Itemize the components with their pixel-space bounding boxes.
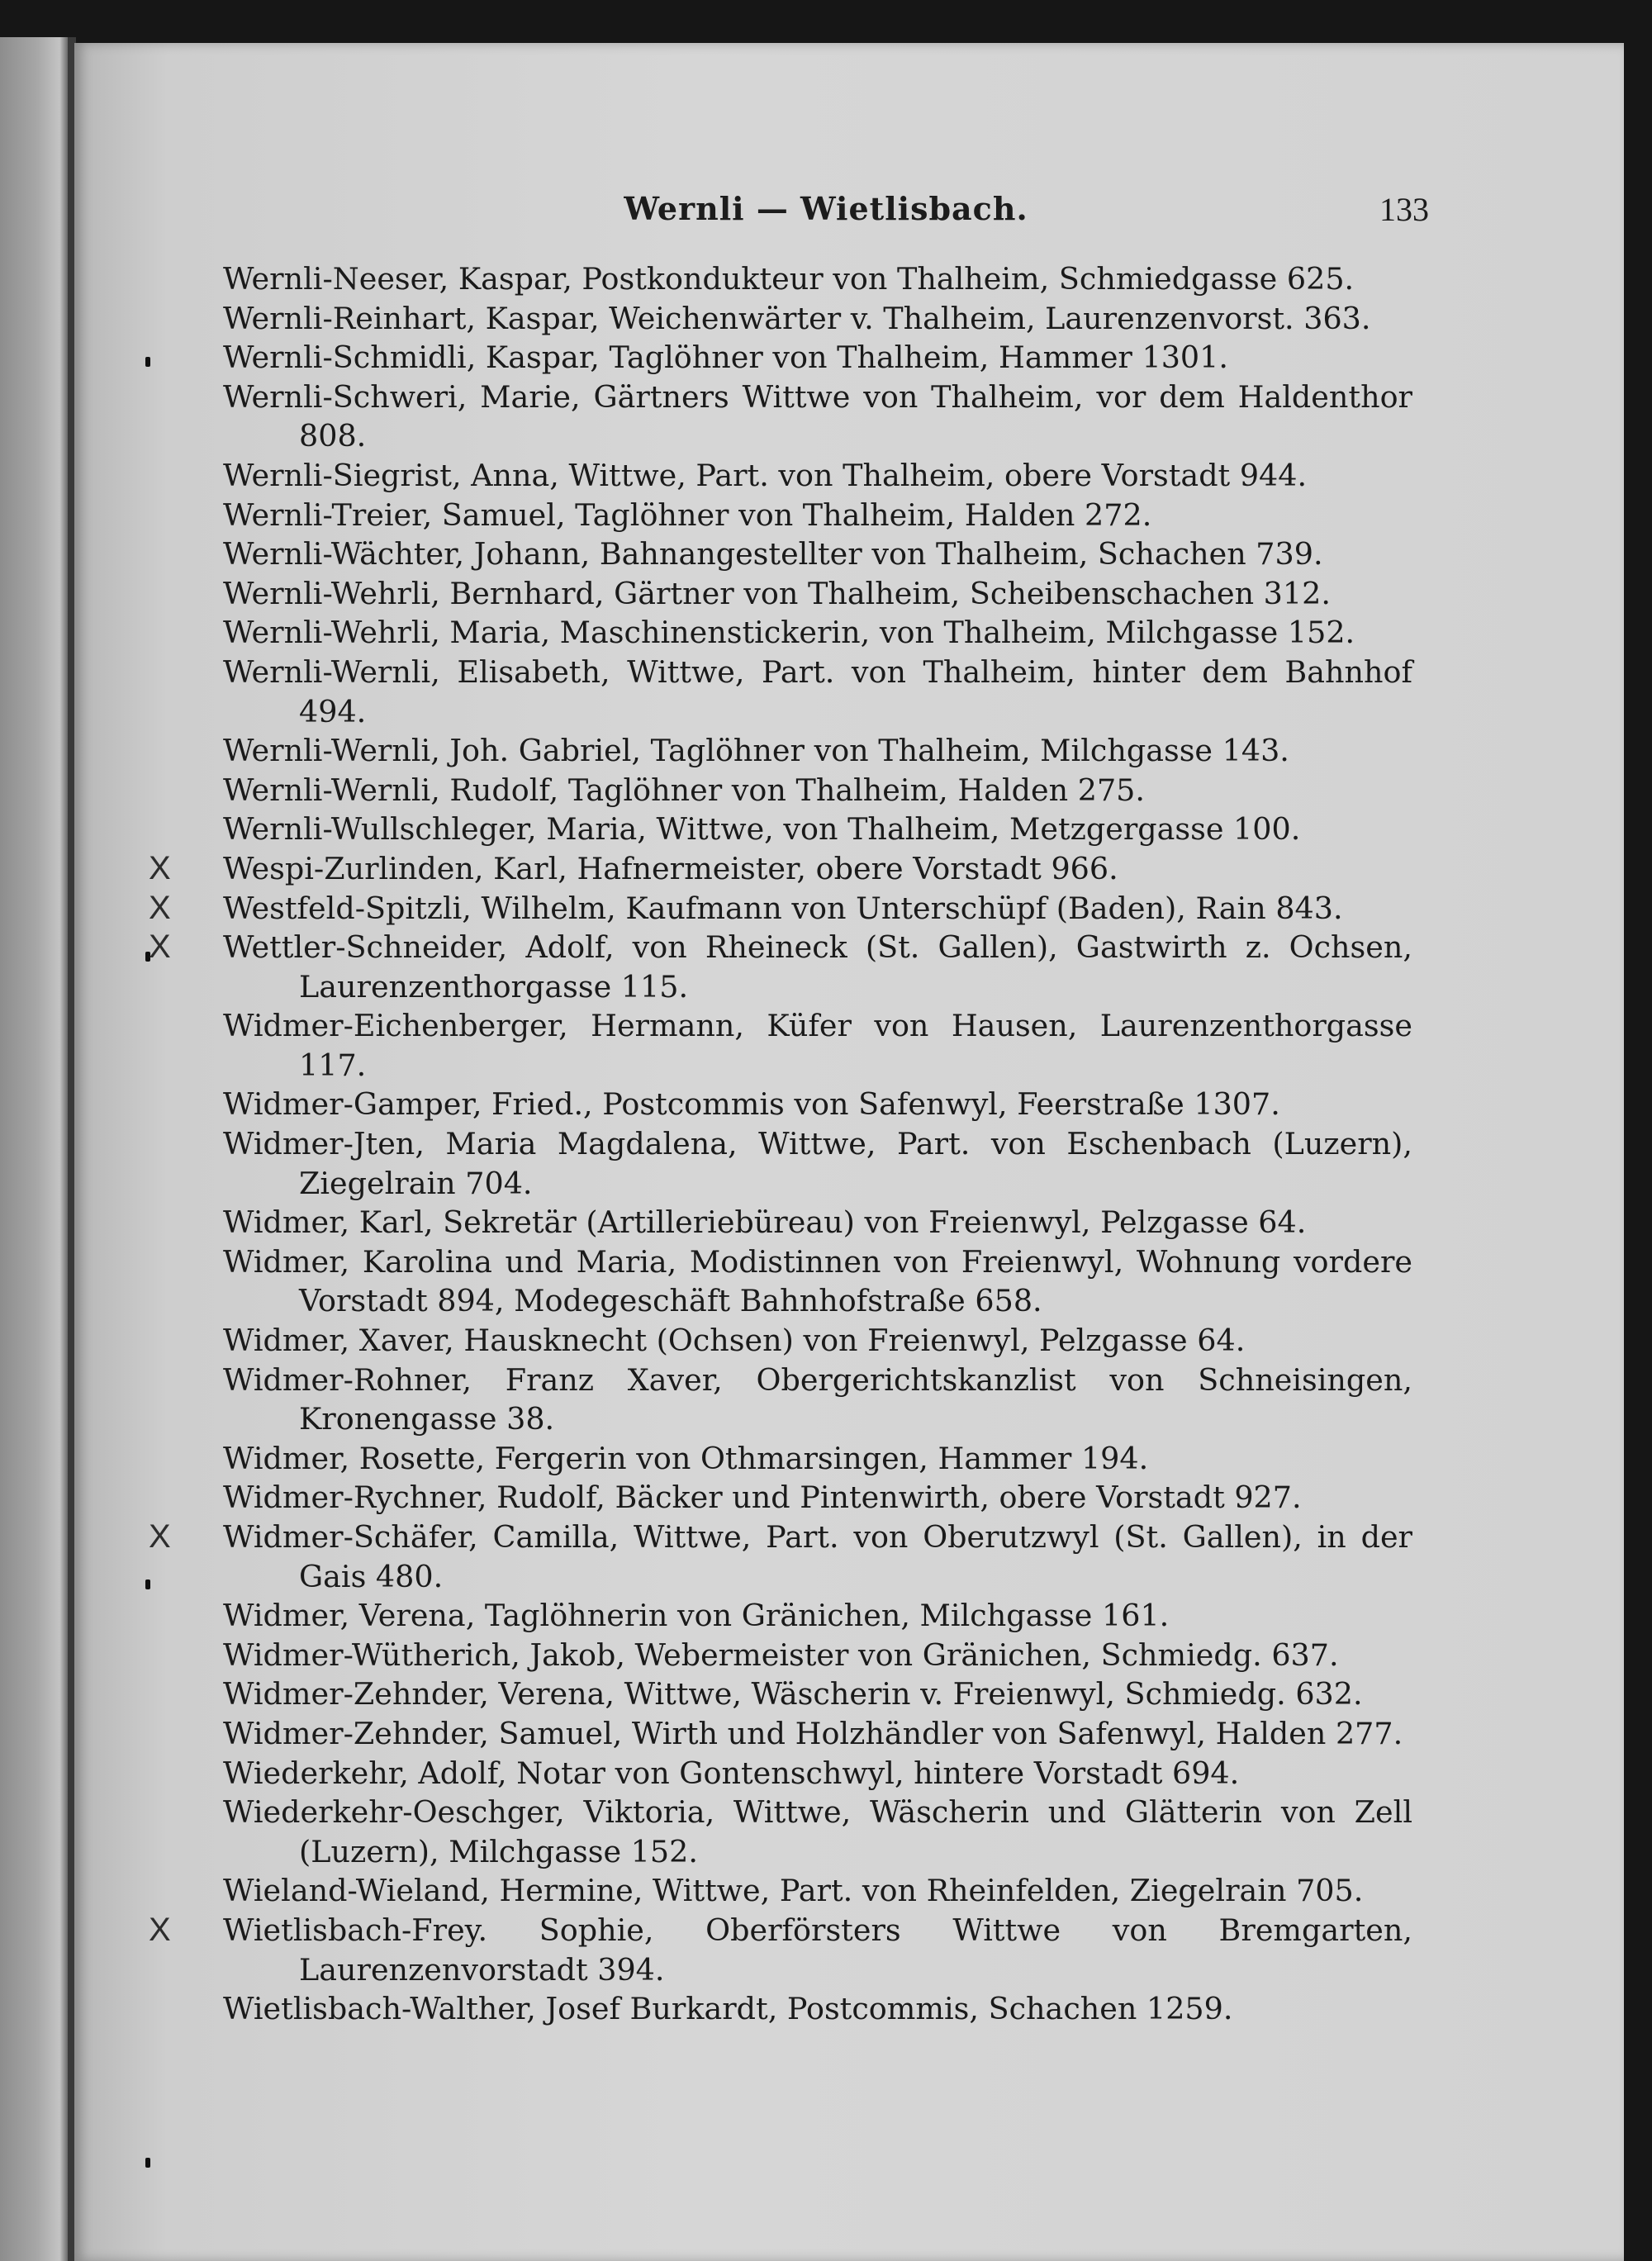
entry-text: Widmer-Rohner, Franz Xaver, Obergerichtskanzlist von Schneisingen, Kronengasse 38. <box>223 1361 1412 1437</box>
binding-hole <box>145 357 150 367</box>
entry-text: Widmer, Karl, Sekretär (Artilleriebüreau) von Freienwyl, Pelzgasse 64. <box>223 1204 1307 1241</box>
book-page <box>74 43 1624 2261</box>
entry-text: Wietlisbach-Frey. Sophie, Oberförsters Wittwe von Bremgarten, Laurenzenvorstadt 394. <box>223 1912 1412 1988</box>
entry-text: Wernli-Wächter, Johann, Bahnangestellter von Thalheim, Schachen 739. <box>223 536 1323 572</box>
entry-text: Wernli-Reinhart, Kaspar, Weichenwärter v. Thalheim, Laurenzenvorst. 363. <box>223 300 1371 336</box>
directory-entry <box>223 1714 1412 1754</box>
directory-entry <box>223 1085 1412 1124</box>
directory-entry <box>223 1793 1412 1871</box>
entry-text: Wernli-Wernli, Elisabeth, Wittwe, Part. von Thalheim, hinter dem Bahnhof 494. <box>223 653 1412 729</box>
directory-entry <box>223 653 1412 731</box>
entry-text: Widmer, Xaver, Hausknecht (Ochsen) von Freienwyl, Pelzgasse 64. <box>223 1323 1246 1359</box>
directory-entry <box>223 1989 1412 2029</box>
directory-entry <box>149 889 1412 929</box>
directory-entry <box>223 299 1412 339</box>
entry-text: Wernli-Treier, Samuel, Taglöhner von Thalheim, Halden 272. <box>223 496 1152 533</box>
directory-entry <box>223 259 1412 299</box>
binding-hole <box>145 1579 150 1589</box>
entry-text: Wernli-Siegrist, Anna, Wittwe, Part. von Thalheim, obere Vorstadt 944. <box>223 457 1308 493</box>
directory-entry <box>223 378 1412 456</box>
page-number: 133 <box>1379 191 1429 228</box>
directory-entry <box>149 928 1412 1006</box>
directory-entry <box>223 574 1412 614</box>
directory-entry <box>223 1124 1412 1203</box>
entry-text: Widmer-Eichenberger, Hermann, Küfer von Hausen, Laurenzenthorgasse 117. <box>223 1008 1412 1083</box>
directory-entry <box>223 1006 1412 1085</box>
entry-text: Widmer, Rosette, Fergerin von Othmarsingen, Hammer 194. <box>223 1440 1149 1476</box>
directory-entry <box>223 613 1412 653</box>
entry-text: Wiederkehr-Oeschger, Viktoria, Wittwe, Wäscherin und Glätterin von Zell (Luzern), Milchgasse 152. <box>223 1794 1412 1869</box>
entry-text: Widmer-Schäfer, Camilla, Wittwe, Part. von Oberutzwyl (St. Gallen), in der Gais 480. <box>223 1519 1412 1594</box>
directory-entry <box>223 1242 1412 1321</box>
directory-entry <box>149 849 1412 889</box>
entry-text: Wettler-Schneider, Adolf, von Rheineck (St. Gallen), Gastwirth z. Ochsen, Laurenzenthorgasse 115. <box>223 929 1412 1005</box>
directory-entry <box>223 1871 1412 1911</box>
entry-text: Widmer-Rychner, Rudolf, Bäcker und Pintenwirth, obere Vorstadt 927. <box>223 1480 1302 1516</box>
handwritten-x-mark: X <box>149 1911 171 1948</box>
binding-hole <box>145 2158 150 2168</box>
directory-entry <box>223 1754 1412 1793</box>
directory-entry <box>223 456 1412 496</box>
entry-text: Widmer-Zehnder, Verena, Wittwe, Wäscherin v. Freienwyl, Schmiedg. 632. <box>223 1676 1363 1712</box>
entry-text: Widmer-Gamper, Fried., Postcommis von Safenwyl, Feerstraße 1307. <box>223 1086 1280 1123</box>
entry-text: Wiederkehr, Adolf, Notar von Gontenschwyl, hintere Vorstadt 694. <box>223 1755 1240 1791</box>
entry-text: Wernli-Wernli, Joh. Gabriel, Taglöhner von Thalheim, Milchgasse 143. <box>223 733 1289 769</box>
directory-entry <box>223 496 1412 535</box>
entry-text: Wernli-Schmidli, Kaspar, Taglöhner von Thalheim, Hammer 1301. <box>223 340 1228 376</box>
entry-text: Wietlisbach-Walther, Josef Burkardt, Postcommis, Schachen 1259. <box>223 1991 1233 2027</box>
directory-entry <box>223 1321 1412 1361</box>
directory-entry <box>149 1911 1412 1989</box>
handwritten-x-mark: X <box>149 889 171 926</box>
directory-entry <box>223 1439 1412 1479</box>
handwritten-x-mark: X <box>149 1518 171 1555</box>
directory-entry <box>223 771 1412 810</box>
entry-text: Wernli-Neeser, Kaspar, Postkondukteur von Thalheim, Schmiedgasse 625. <box>223 261 1355 297</box>
entry-text: Wespi-Zurlinden, Karl, Hafnermeister, obere Vorstadt 966. <box>223 850 1118 886</box>
directory-entry <box>223 338 1412 378</box>
entry-text: Widmer-Zehnder, Samuel, Wirth und Holzhändler von Safenwyl, Halden 277. <box>223 1715 1403 1751</box>
entry-text: Wernli-Schweri, Marie, Gärtners Wittwe von Thalheim, vor dem Haldenthor 808. <box>223 378 1412 454</box>
entry-text: Wernli-Wehrli, Bernhard, Gärtner von Thalheim, Scheibenschachen 312. <box>223 575 1331 611</box>
entry-text: Wernli-Wehrli, Maria, Maschinenstickerin, von Thalheim, Milchgasse 152. <box>223 615 1355 651</box>
entry-text: Wernli-Wernli, Rudolf, Taglöhner von Thalheim, Halden 275. <box>223 772 1145 808</box>
handwritten-x-mark: X <box>149 929 171 966</box>
directory-entry <box>223 534 1412 574</box>
entry-text: Wieland-Wieland, Hermine, Wittwe, Part. von Rheinfelden, Ziegelrain 705. <box>223 1873 1364 1909</box>
handwritten-x-mark: X <box>149 849 171 886</box>
facing-page-edge <box>0 37 68 2261</box>
directory-entry <box>223 731 1412 771</box>
page-header <box>223 190 1429 235</box>
entry-text: Widmer, Karolina und Maria, Modistinnen von Freienwyl, Wohnung vordere Vorstadt 894, Modegeschäft Bahnhofstraße 658. <box>223 1243 1412 1319</box>
directory-entry <box>223 1674 1412 1714</box>
running-head: Wernli — Wietlisbach. <box>624 190 1028 227</box>
directory-entry <box>223 1361 1412 1439</box>
directory-entry <box>223 1203 1412 1242</box>
directory-entry <box>223 1636 1412 1675</box>
entry-text: Widmer, Verena, Taglöhnerin von Gränichen, Milchgasse 161. <box>223 1598 1170 1634</box>
directory-entry <box>223 1596 1412 1636</box>
directory-entry <box>223 1478 1412 1518</box>
entry-text: Westfeld-Spitzli, Wilhelm, Kaufmann von Unterschüpf (Baden), Rain 843. <box>223 890 1343 926</box>
entry-text: Wernli-Wullschleger, Maria, Wittwe, von Thalheim, Metzgergasse 100. <box>223 811 1301 848</box>
directory-entry <box>149 1518 1412 1596</box>
entry-text: Widmer-Jten, Maria Magdalena, Wittwe, Part. von Eschenbach (Luzern), Ziegelrain 704. <box>223 1126 1412 1201</box>
directory-entries <box>149 259 1412 2029</box>
entry-text: Widmer-Wütherich, Jakob, Webermeister von Gränichen, Schmiedg. 637. <box>223 1636 1339 1673</box>
directory-entry <box>223 810 1412 849</box>
